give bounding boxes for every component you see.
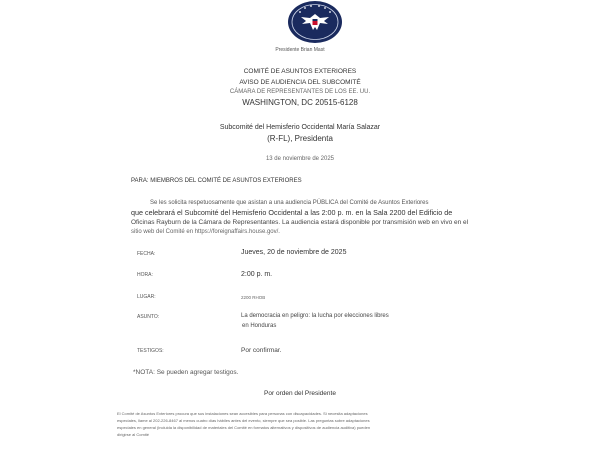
chair-line: (R-FL), Presidenta <box>267 134 333 143</box>
testigos-label: TESTIGOS: <box>137 348 164 354</box>
body-line-4: sitio web del Comité en https://foreignaffairs.house.gov/. <box>131 229 280 235</box>
fecha-label: FECHA: <box>137 251 156 257</box>
hora-label: HORA: <box>137 272 153 278</box>
fecha-value: Jueves, 20 de noviembre de 2025 <box>241 249 347 256</box>
notice-date: 13 de noviembre de 2025 <box>265 156 335 162</box>
footnote-line-4: dirigirse al Comité <box>117 432 150 437</box>
asunto-value-line1: La democracia en peligro: la lucha por elecciones libres <box>241 313 389 319</box>
notice-type: AVISO DE AUDIENCIA DEL SUBCOMITÉ <box>239 79 361 86</box>
recipient-line: PARA: MIEMBROS DEL COMITÉ DE ASUNTOS EXTERIORES <box>131 178 302 184</box>
body-line-1: Se les solicita respetuosamente que asistan a una audiencia PÚBLICA del Comité de Asuntos Exteriores <box>150 200 429 206</box>
footnote-line-3: especiales en general (incluida la disponibilidad de materiales del Comité en formatos alternativos y dispositivos de audiencia auditiva) pueden <box>117 425 371 430</box>
asunto-value-line2: en Honduras <box>242 323 277 329</box>
lugar-value: 2200 RHOB <box>241 295 266 300</box>
witness-note: *NOTA: Se pueden agregar testigos. <box>133 369 239 376</box>
committee-name: COMITÉ DE ASUNTOS EXTERIORES <box>243 68 357 75</box>
address-line: WASHINGTON, DC 20515-6128 <box>242 98 358 107</box>
hora-value: 2:00 p. m. <box>241 271 273 278</box>
body-line-3: Oficinas Rayburn de la Cámara de Representantes. La audiencia estará disponible por transmisión web en vivo en el <box>131 219 469 226</box>
subcommittee-line: Subcomité del Hemisferio Occidental María Salazar <box>219 124 381 131</box>
order-line: Por orden del Presidente <box>264 390 336 397</box>
asunto-label: ASUNTO: <box>137 314 160 320</box>
committee-seal-icon <box>286 0 344 44</box>
lugar-label: LUGAR: <box>137 294 156 300</box>
testigos-value: Por confirmar. <box>241 347 282 354</box>
footnote-line-1: El Comité de Asuntos Exteriores procura que sus instalaciones sean accesibles para personas con discapacidades. Si necesita adaptaciones <box>117 411 368 416</box>
president-name: Presidente Brian Mast <box>275 47 325 53</box>
body-line-2: que celebrará el Subcomité del Hemisferio Occidental a las 2:00 p. m. en la Sala 2200 del Edificio de <box>131 208 453 217</box>
chamber-name: CÁMARA DE REPRESENTANTES DE LOS EE. UU. <box>229 89 371 95</box>
footnote-line-2: especiales, llame al 202-226-8467 al menos cuatro días hábiles antes del evento, siempre que sea posible. Las preguntas sobre adaptaciones <box>117 418 370 423</box>
